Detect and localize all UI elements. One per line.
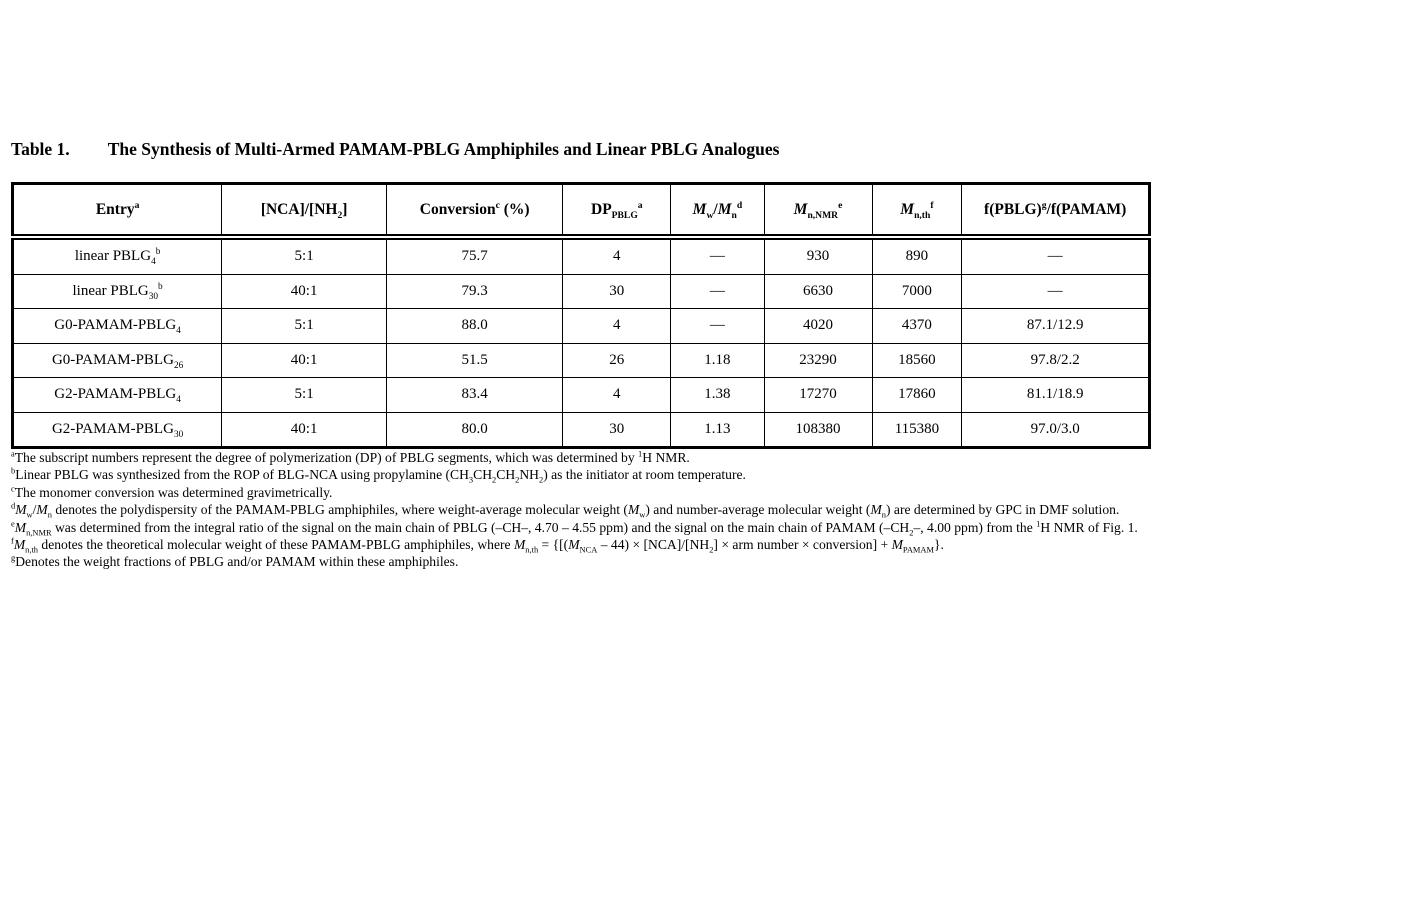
footnote-b: $^b$Linear PBLG was synthesized from the ROP of BLG-NCA using propylamine $(CH_3CH_2CH_2NH_2)$ as the initiator at room temperature. (11, 465, 746, 486)
footnote-f: $^fM_{n,th}$ denotes the theoretical molecular weight of these PAMAM-PBLG amphiphiles, where $M_{n,th} = \{[(M_{NCA} - 44) \times [NCA]/[NH_2]$ × arm number × conversion] + $M_{PAMAM}$}. (11, 535, 944, 555)
table-cell: — (671, 237, 764, 274)
footnote-g: $^g$Denotes the weight fractions of PBLG and/or PAMAM within these amphiphiles. (11, 552, 459, 570)
table-row (13, 309, 1150, 344)
table-cell-entry: $G0-PAMAM-PBLG_4$ (13, 309, 222, 344)
column-header-mn-th: $M_{n,th}^f$ (872, 184, 962, 238)
table-cell: 6630 (764, 274, 872, 309)
table-cell-entry: $G2-PAMAM-PBLG_4$ (13, 378, 222, 413)
table-cell: 40:1 (222, 274, 387, 309)
table-cell: 17270 (764, 378, 872, 413)
table-cell-entry: linear $PBLG_4^b$ (13, 237, 222, 274)
table-cell: 97.0/3.0 (962, 412, 1150, 448)
column-header-conversion: Conversion$^c$ (%) (387, 184, 563, 238)
column-header-mn-nmr: $M_{n,NMR}^e$ (764, 184, 872, 238)
table-cell: — (671, 274, 764, 309)
table-title (11, 139, 779, 160)
column-header-nca-nh2-ratio: $[NCA]/[NH_2]$ (222, 184, 387, 238)
column-header-entry: Entry$^a$ (13, 184, 222, 238)
table-cell: 4 (563, 378, 671, 413)
table-cell: — (962, 237, 1150, 274)
table-cell: 1.18 (671, 343, 764, 378)
table-cell: 4 (563, 237, 671, 274)
table-cell: 51.5 (387, 343, 563, 378)
footnote-a: $^a$The subscript numbers represent the degree of polymerization (DP) of PBLG segments, which was determined by $^1$H NMR. (11, 448, 690, 465)
table-cell: — (962, 274, 1150, 309)
table-cell: 930 (764, 237, 872, 274)
table-cell: 40:1 (222, 412, 387, 448)
table-cell: 890 (872, 237, 962, 274)
table-cell: 7000 (872, 274, 962, 309)
table-cell: 115380 (872, 412, 962, 448)
table-cell: 30 (563, 412, 671, 448)
table-title-label: Table 1. (11, 139, 70, 159)
table-cell-entry: $G2-PAMAM-PBLG_{30}$ (13, 412, 222, 448)
table-cell: 75.7 (387, 237, 563, 274)
table-row (13, 343, 1150, 378)
footnote-c: $^c$The monomer conversion was determined gravimetrically. (11, 483, 333, 500)
table-cell: 26 (563, 343, 671, 378)
table-cell: 79.3 (387, 274, 563, 309)
table-cell: 87.1/12.9 (962, 309, 1150, 344)
table-cell: 40:1 (222, 343, 387, 378)
table-row (13, 378, 1150, 413)
table-cell: 83.4 (387, 378, 563, 413)
table-cell: 17860 (872, 378, 962, 413)
table-cell: 97.8/2.2 (962, 343, 1150, 378)
table-cell: 23290 (764, 343, 872, 378)
table-cell: 30 (563, 274, 671, 309)
footnote-d: $^dM_w/M_n$ denotes the polydispersity of the PAMAM-PBLG amphiphiles, where weight-average molecular weight $(M_w)$ and number-average molecular weight $(M_n)$ are determined by GPC in DMF solution. (11, 500, 1120, 520)
table-cell: 4370 (872, 309, 962, 344)
table-row (13, 274, 1150, 309)
table-row (13, 412, 1150, 448)
column-header-dp-pblg: $DP_{PBLG}^a$ (563, 184, 671, 238)
table-cell: 1.38 (671, 378, 764, 413)
table-cell: 80.0 (387, 412, 563, 448)
footnote-e: $^eM_{n,NMR}$ was determined from the integral ratio of the signal on the main chain of PBLG (–CH–, 4.70 – 4.55 ppm) and the signal on the main chain of PAMAM ($-CH_2-$, 4.00 ppm) from the $^1$H NMR of Fig. 1. (11, 518, 1138, 538)
table-cell: 5:1 (222, 237, 387, 274)
table-row (13, 237, 1150, 274)
table-cell: — (671, 309, 764, 344)
table-header-row (13, 184, 1150, 238)
column-header-weight-fractions: f(PBLG)$^g$/f(PAMAM) (962, 184, 1150, 238)
table-cell: 4020 (764, 309, 872, 344)
table-cell: 108380 (764, 412, 872, 448)
table-cell: 1.13 (671, 412, 764, 448)
table-cell-entry: linear $PBLG_{30}^b$ (13, 274, 222, 309)
table-cell-entry: $G0-PAMAM-PBLG_{26}$ (13, 343, 222, 378)
table-cell: 88.0 (387, 309, 563, 344)
table-cell: 5:1 (222, 309, 387, 344)
table-cell: 18560 (872, 343, 962, 378)
table-cell: 5:1 (222, 378, 387, 413)
footnotes-block (11, 449, 1161, 571)
table-title-text: The Synthesis of Multi-Armed PAMAM-PBLG Amphiphiles and Linear PBLG Analogues (107, 139, 780, 159)
table-cell: 4 (563, 309, 671, 344)
column-header-mw-mn: $M_w/M_n^d$ (671, 184, 764, 238)
results-table (11, 182, 1151, 449)
table-cell: 81.1/18.9 (962, 378, 1150, 413)
